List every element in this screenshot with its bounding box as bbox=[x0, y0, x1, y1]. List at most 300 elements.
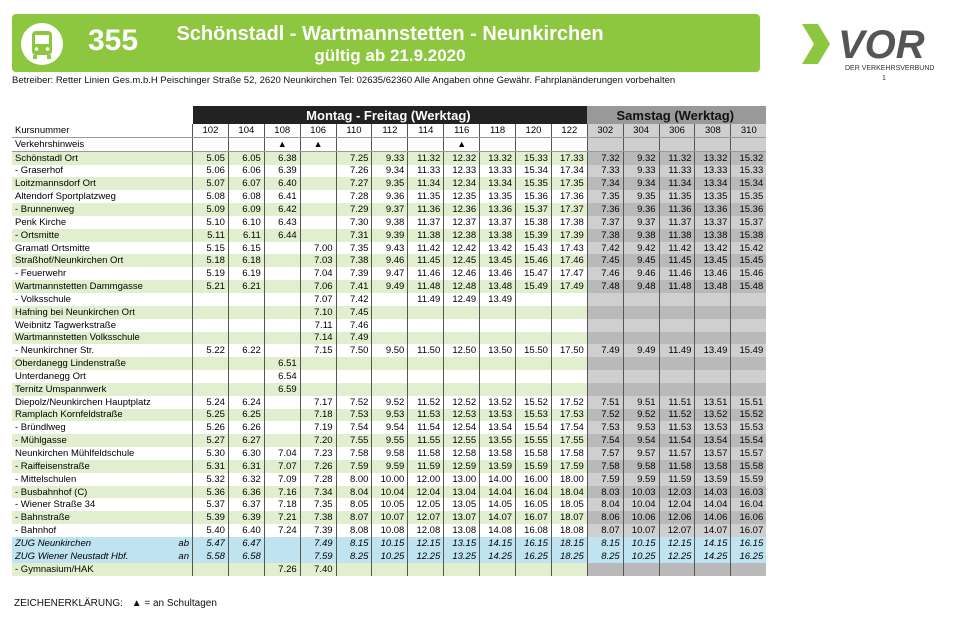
departure-time: 12.36 bbox=[444, 203, 480, 216]
departure-time: 13.48 bbox=[480, 280, 516, 293]
departure-time bbox=[408, 357, 444, 370]
departure-time: 9.45 bbox=[623, 254, 659, 267]
departure-time: 5.24 bbox=[193, 396, 229, 409]
departure-time: 5.09 bbox=[193, 203, 229, 216]
departure-time: 15.54 bbox=[731, 434, 766, 447]
departure-time: 15.38 bbox=[731, 229, 766, 242]
departure-time: 13.37 bbox=[695, 216, 731, 229]
course-number: 302 bbox=[587, 124, 623, 137]
departure-time: 17.33 bbox=[551, 151, 587, 164]
departure-time: 15.36 bbox=[516, 190, 552, 203]
departure-time: 11.50 bbox=[408, 344, 444, 357]
departure-time: 14.15 bbox=[695, 537, 731, 550]
departure-time bbox=[372, 319, 408, 332]
departure-time: 5.22 bbox=[193, 344, 229, 357]
departure-time: 11.37 bbox=[408, 216, 444, 229]
departure-time: 15.36 bbox=[731, 203, 766, 216]
departure-time: 15.42 bbox=[731, 242, 766, 255]
departure-time: 8.03 bbox=[587, 486, 623, 499]
departure-time: 13.32 bbox=[480, 151, 516, 164]
stop-name: - Mittelschulen bbox=[15, 473, 77, 485]
departure-time: 6.06 bbox=[228, 165, 264, 178]
departure-time: 7.59 bbox=[300, 550, 336, 563]
departure-time bbox=[193, 370, 229, 383]
departure-time bbox=[372, 370, 408, 383]
departure-time: 9.46 bbox=[623, 267, 659, 280]
departure-time: 13.59 bbox=[695, 473, 731, 486]
stop-name: - Gymnasium/HAK bbox=[12, 563, 169, 576]
departure-time: 7.26 bbox=[300, 460, 336, 473]
departure-time bbox=[551, 293, 587, 306]
departure-time bbox=[623, 306, 659, 319]
stop-arrival-departure bbox=[169, 203, 193, 216]
departure-time: 13.33 bbox=[695, 165, 731, 178]
departure-time: 17.36 bbox=[551, 190, 587, 203]
departure-time: 15.48 bbox=[731, 280, 766, 293]
stop-name: - Volksschule bbox=[15, 293, 71, 305]
departure-time: 13.36 bbox=[695, 203, 731, 216]
departure-time: 7.53 bbox=[587, 421, 623, 434]
departure-time: 12.53 bbox=[444, 409, 480, 422]
departure-time: 5.47 bbox=[193, 537, 229, 550]
course-number-label: Kursnummer bbox=[12, 124, 193, 137]
course-number: 114 bbox=[408, 124, 444, 137]
departure-time: 12.52 bbox=[444, 396, 480, 409]
departure-time: 11.58 bbox=[408, 447, 444, 460]
stop-name: Penk Kirche bbox=[15, 216, 67, 228]
table-row bbox=[12, 537, 766, 550]
departure-time: 9.35 bbox=[623, 190, 659, 203]
departure-time: 7.03 bbox=[300, 254, 336, 267]
departure-time: 13.35 bbox=[480, 190, 516, 203]
departure-time: 12.55 bbox=[444, 434, 480, 447]
table-row bbox=[12, 344, 766, 357]
table-row bbox=[12, 409, 766, 422]
stop-name: Wartmannstetten Volksschule bbox=[12, 332, 169, 345]
departure-time: 13.46 bbox=[695, 267, 731, 280]
table-row bbox=[12, 524, 766, 537]
traffic-hint bbox=[336, 137, 372, 151]
traffic-hint bbox=[516, 137, 552, 151]
departure-time: 13.46 bbox=[480, 267, 516, 280]
departure-time: 9.59 bbox=[623, 473, 659, 486]
departure-time: 16.00 bbox=[516, 473, 552, 486]
departure-time: 17.52 bbox=[551, 396, 587, 409]
departure-time bbox=[372, 383, 408, 396]
departure-time: 15.51 bbox=[731, 396, 766, 409]
departure-time bbox=[408, 319, 444, 332]
departure-time: 6.18 bbox=[228, 254, 264, 267]
departure-time: 14.06 bbox=[695, 511, 731, 524]
departure-time bbox=[551, 319, 587, 332]
departure-time bbox=[587, 306, 623, 319]
departure-time: 15.34 bbox=[516, 165, 552, 178]
departure-time: 12.33 bbox=[444, 165, 480, 178]
departure-time: 9.38 bbox=[623, 229, 659, 242]
stop-arrival-departure bbox=[169, 319, 193, 332]
departure-time: 11.54 bbox=[659, 434, 695, 447]
departure-time: 15.49 bbox=[516, 280, 552, 293]
departure-time: 7.16 bbox=[264, 486, 300, 499]
departure-time bbox=[623, 293, 659, 306]
departure-time: 13.32 bbox=[695, 151, 731, 164]
departure-time: 14.04 bbox=[480, 486, 516, 499]
departure-time: 14.15 bbox=[480, 537, 516, 550]
departure-time: 16.07 bbox=[731, 524, 766, 537]
departure-time: 6.39 bbox=[264, 165, 300, 178]
departure-time: 8.07 bbox=[587, 524, 623, 537]
departure-time: 7.48 bbox=[587, 280, 623, 293]
stop-name: Oberdanegg Lindenstraße bbox=[12, 357, 169, 370]
departure-time bbox=[444, 357, 480, 370]
departure-time: 5.07 bbox=[193, 177, 229, 190]
table-row bbox=[12, 511, 766, 524]
departure-time: 6.11 bbox=[228, 229, 264, 242]
departure-time: 17.39 bbox=[551, 229, 587, 242]
departure-time: 13.25 bbox=[444, 550, 480, 563]
table-row bbox=[12, 267, 766, 280]
departure-time: 6.37 bbox=[228, 498, 264, 511]
course-number: 102 bbox=[193, 124, 229, 137]
traffic-hint bbox=[193, 137, 229, 151]
departure-time: 8.04 bbox=[587, 498, 623, 511]
departure-time: 16.25 bbox=[731, 550, 766, 563]
departure-time bbox=[516, 383, 552, 396]
departure-time: 8.15 bbox=[336, 537, 372, 550]
departure-time bbox=[408, 383, 444, 396]
departure-time: 14.25 bbox=[480, 550, 516, 563]
departure-time: 15.54 bbox=[516, 421, 552, 434]
departure-time: 6.27 bbox=[228, 434, 264, 447]
departure-time: 15.57 bbox=[731, 447, 766, 460]
departure-time bbox=[659, 319, 695, 332]
departure-time: 14.03 bbox=[695, 486, 731, 499]
departure-time: 5.18 bbox=[193, 254, 229, 267]
page-number: 1 bbox=[882, 75, 886, 82]
departure-time bbox=[731, 357, 766, 370]
departure-time: 11.38 bbox=[659, 229, 695, 242]
departure-time: 11.59 bbox=[408, 460, 444, 473]
departure-time: 10.03 bbox=[623, 486, 659, 499]
stop-arrival-departure bbox=[169, 242, 193, 255]
departure-time: 10.06 bbox=[623, 511, 659, 524]
departure-time: 11.33 bbox=[408, 165, 444, 178]
departure-time bbox=[731, 383, 766, 396]
departure-time: 5.08 bbox=[193, 190, 229, 203]
departure-time: 15.50 bbox=[516, 344, 552, 357]
departure-time: 12.49 bbox=[444, 293, 480, 306]
departure-time: 6.22 bbox=[228, 344, 264, 357]
departure-time: 7.58 bbox=[587, 460, 623, 473]
departure-time bbox=[623, 357, 659, 370]
departure-time bbox=[480, 332, 516, 345]
departure-time: 6.42 bbox=[264, 203, 300, 216]
departure-time bbox=[444, 370, 480, 383]
traffic-hint-label: Verkehrshinweis bbox=[12, 137, 193, 151]
departure-time: 13.53 bbox=[695, 421, 731, 434]
departure-time: 13.36 bbox=[480, 203, 516, 216]
departure-time: 15.47 bbox=[516, 267, 552, 280]
departure-time: 11.34 bbox=[408, 177, 444, 190]
departure-time: 11.57 bbox=[659, 447, 695, 460]
departure-time: 15.32 bbox=[731, 151, 766, 164]
stop-arrival-departure bbox=[169, 486, 193, 499]
departure-time: 17.35 bbox=[551, 177, 587, 190]
departure-time: 7.27 bbox=[336, 177, 372, 190]
departure-time: 13.42 bbox=[480, 242, 516, 255]
departure-time: 17.59 bbox=[551, 460, 587, 473]
departure-time: 14.07 bbox=[480, 511, 516, 524]
departure-time bbox=[587, 332, 623, 345]
departure-time bbox=[300, 190, 336, 203]
departure-time bbox=[228, 319, 264, 332]
departure-time: 15.58 bbox=[731, 460, 766, 473]
departure-time: 10.25 bbox=[623, 550, 659, 563]
stop-arrival-departure bbox=[169, 267, 193, 280]
stop-name: Neunkirchen Mühlfeldschule bbox=[15, 448, 135, 460]
departure-time: 9.47 bbox=[372, 267, 408, 280]
departure-time bbox=[623, 383, 659, 396]
departure-time: 13.08 bbox=[444, 524, 480, 537]
departure-time: 12.37 bbox=[444, 216, 480, 229]
legend bbox=[14, 598, 217, 609]
departure-time: 8.00 bbox=[336, 473, 372, 486]
stop-name: - Wiener Straße 34 bbox=[15, 499, 96, 511]
course-number: 308 bbox=[695, 124, 731, 137]
table-row bbox=[12, 460, 766, 473]
traffic-hint bbox=[695, 137, 731, 151]
stop-name: Gramatl Ortsmitte bbox=[15, 242, 90, 254]
stop-name: Wartmannstetten Dammgasse bbox=[12, 280, 169, 293]
departure-time: 7.38 bbox=[336, 254, 372, 267]
departure-time: 12.38 bbox=[444, 229, 480, 242]
departure-time: 12.34 bbox=[444, 177, 480, 190]
operator-info: Betreiber: Retter Linien Ges.m.b.H Peischinger Straße 52, 2620 Neunkirchen Tel: 02635/62360 Alle Angaben ohne Gewähr. Fahrplanänderungen vorbehalten bbox=[12, 75, 676, 86]
departure-time bbox=[193, 293, 229, 306]
departure-time bbox=[264, 293, 300, 306]
departure-time: 7.39 bbox=[336, 267, 372, 280]
departure-time: 6.19 bbox=[228, 267, 264, 280]
departure-time: 7.19 bbox=[300, 421, 336, 434]
departure-time: 11.45 bbox=[659, 254, 695, 267]
departure-time: 13.15 bbox=[444, 537, 480, 550]
departure-time: 11.37 bbox=[659, 216, 695, 229]
departure-time bbox=[193, 383, 229, 396]
departure-time: 7.53 bbox=[336, 409, 372, 422]
traffic-hint bbox=[551, 137, 587, 151]
departure-time: 11.36 bbox=[408, 203, 444, 216]
departure-time bbox=[695, 383, 731, 396]
departure-time: 15.37 bbox=[731, 216, 766, 229]
departure-time: 12.48 bbox=[444, 280, 480, 293]
departure-time bbox=[731, 370, 766, 383]
departure-time: 15.52 bbox=[731, 409, 766, 422]
departure-time: 14.07 bbox=[695, 524, 731, 537]
stop-name: - Ortsmitte bbox=[12, 229, 169, 242]
departure-time: 13.00 bbox=[444, 473, 480, 486]
departure-time: 9.42 bbox=[623, 242, 659, 255]
departure-time: 11.53 bbox=[408, 409, 444, 422]
stop-name: Ramplach Kornfeldstraße bbox=[12, 409, 169, 422]
departure-time: 12.04 bbox=[408, 486, 444, 499]
departure-time: 11.52 bbox=[408, 396, 444, 409]
section-weekday: Montag - Freitag (Werktag) bbox=[193, 106, 588, 124]
departure-time: 11.34 bbox=[659, 177, 695, 190]
departure-time: 9.54 bbox=[372, 421, 408, 434]
departure-time: 15.46 bbox=[516, 254, 552, 267]
departure-time: 14.25 bbox=[695, 550, 731, 563]
departure-time bbox=[551, 563, 587, 576]
departure-time bbox=[659, 357, 695, 370]
departure-time: 7.54 bbox=[587, 434, 623, 447]
departure-time: 18.07 bbox=[551, 511, 587, 524]
departure-time: 7.26 bbox=[264, 563, 300, 576]
departure-time: 8.25 bbox=[587, 550, 623, 563]
departure-time: 9.51 bbox=[623, 396, 659, 409]
departure-time: 7.15 bbox=[300, 344, 336, 357]
course-number: 104 bbox=[228, 124, 264, 137]
departure-time: 7.18 bbox=[264, 498, 300, 511]
departure-time: 7.42 bbox=[587, 242, 623, 255]
table-row bbox=[12, 254, 766, 267]
departure-time: 7.49 bbox=[587, 344, 623, 357]
departure-time bbox=[587, 357, 623, 370]
departure-time bbox=[659, 332, 695, 345]
departure-time: 11.45 bbox=[408, 254, 444, 267]
table-row bbox=[12, 203, 766, 216]
departure-time: 7.04 bbox=[264, 447, 300, 460]
departure-time bbox=[695, 563, 731, 576]
departure-time bbox=[587, 319, 623, 332]
departure-time bbox=[587, 563, 623, 576]
departure-time: 12.15 bbox=[659, 537, 695, 550]
departure-time: 15.45 bbox=[731, 254, 766, 267]
departure-time: 11.42 bbox=[659, 242, 695, 255]
departure-time: 7.21 bbox=[264, 511, 300, 524]
stop-name: Loitzmannsdorf Ort bbox=[12, 177, 169, 190]
departure-time: 16.15 bbox=[516, 537, 552, 550]
departure-time: 7.57 bbox=[587, 447, 623, 460]
departure-time: 15.59 bbox=[731, 473, 766, 486]
stop-name: - Mühlgasse bbox=[12, 434, 169, 447]
departure-time: 12.32 bbox=[444, 151, 480, 164]
departure-time: 18.15 bbox=[551, 537, 587, 550]
course-number: 108 bbox=[264, 124, 300, 137]
departure-time: 7.45 bbox=[587, 254, 623, 267]
departure-time bbox=[264, 280, 300, 293]
departure-time bbox=[228, 306, 264, 319]
stop-arrival-departure bbox=[169, 280, 193, 293]
departure-time: 7.23 bbox=[300, 447, 336, 460]
departure-time bbox=[300, 165, 336, 178]
departure-time bbox=[659, 293, 695, 306]
departure-time: 13.37 bbox=[480, 216, 516, 229]
departure-time: 5.37 bbox=[193, 498, 229, 511]
departure-time: 13.52 bbox=[695, 409, 731, 422]
departure-time: 8.06 bbox=[587, 511, 623, 524]
departure-time: 7.04 bbox=[300, 267, 336, 280]
departure-time: 11.49 bbox=[659, 344, 695, 357]
stop-arrival-departure bbox=[169, 511, 193, 524]
departure-time bbox=[264, 242, 300, 255]
departure-time bbox=[300, 203, 336, 216]
departure-time: 8.07 bbox=[336, 511, 372, 524]
departure-time: 11.46 bbox=[408, 267, 444, 280]
departure-time: 5.21 bbox=[193, 280, 229, 293]
departure-time bbox=[551, 383, 587, 396]
departure-time: 11.48 bbox=[408, 280, 444, 293]
stop-arrival-departure bbox=[169, 151, 193, 164]
departure-time: 11.59 bbox=[659, 473, 695, 486]
departure-time: 7.49 bbox=[300, 537, 336, 550]
departure-time: 8.08 bbox=[336, 524, 372, 537]
table-row bbox=[12, 332, 766, 345]
stop-arrival-departure bbox=[169, 177, 193, 190]
departure-time: 7.38 bbox=[300, 511, 336, 524]
departure-time: 17.38 bbox=[551, 216, 587, 229]
departure-time: 7.35 bbox=[336, 242, 372, 255]
departure-time bbox=[372, 332, 408, 345]
departure-time bbox=[336, 370, 372, 383]
departure-time: 9.36 bbox=[623, 203, 659, 216]
departure-time bbox=[228, 332, 264, 345]
stop-name: - Feuerwehr bbox=[15, 268, 67, 280]
departure-time: 7.46 bbox=[336, 319, 372, 332]
stop-arrival-departure bbox=[169, 434, 193, 447]
departure-time bbox=[444, 383, 480, 396]
traffic-hint bbox=[731, 137, 766, 151]
traffic-hint bbox=[623, 137, 659, 151]
course-number: 112 bbox=[372, 124, 408, 137]
departure-time: 7.07 bbox=[300, 293, 336, 306]
departure-time: 13.55 bbox=[480, 434, 516, 447]
timetable bbox=[12, 106, 766, 576]
departure-time: 6.38 bbox=[264, 151, 300, 164]
departure-time: 12.58 bbox=[444, 447, 480, 460]
departure-time: 10.00 bbox=[372, 473, 408, 486]
departure-time bbox=[695, 357, 731, 370]
departure-time: 10.04 bbox=[623, 498, 659, 511]
stop-name: ZUG Neunkirchen bbox=[12, 537, 169, 550]
departure-time: 7.31 bbox=[336, 229, 372, 242]
departure-time: 9.37 bbox=[372, 203, 408, 216]
departure-time: 12.05 bbox=[408, 498, 444, 511]
departure-time bbox=[551, 370, 587, 383]
departure-time: 13.45 bbox=[695, 254, 731, 267]
departure-time: 11.38 bbox=[408, 229, 444, 242]
traffic-hint: ▲ bbox=[300, 137, 336, 151]
departure-time bbox=[264, 319, 300, 332]
stop-arrival-departure bbox=[169, 306, 193, 319]
departure-time: 10.15 bbox=[372, 537, 408, 550]
departure-time: 16.03 bbox=[731, 486, 766, 499]
bus-icon bbox=[20, 22, 64, 66]
departure-time: 9.32 bbox=[623, 151, 659, 164]
departure-time: 6.41 bbox=[264, 190, 300, 203]
departure-time: 15.55 bbox=[516, 434, 552, 447]
route-title bbox=[160, 24, 620, 66]
departure-time bbox=[336, 357, 372, 370]
departure-time bbox=[516, 563, 552, 576]
departure-time: 18.08 bbox=[551, 524, 587, 537]
departure-time: 11.36 bbox=[659, 203, 695, 216]
table-row bbox=[12, 396, 766, 409]
departure-time bbox=[587, 383, 623, 396]
stop-arrival-departure bbox=[169, 473, 193, 486]
course-number: 304 bbox=[623, 124, 659, 137]
traffic-hint bbox=[659, 137, 695, 151]
departure-time: 6.26 bbox=[228, 421, 264, 434]
